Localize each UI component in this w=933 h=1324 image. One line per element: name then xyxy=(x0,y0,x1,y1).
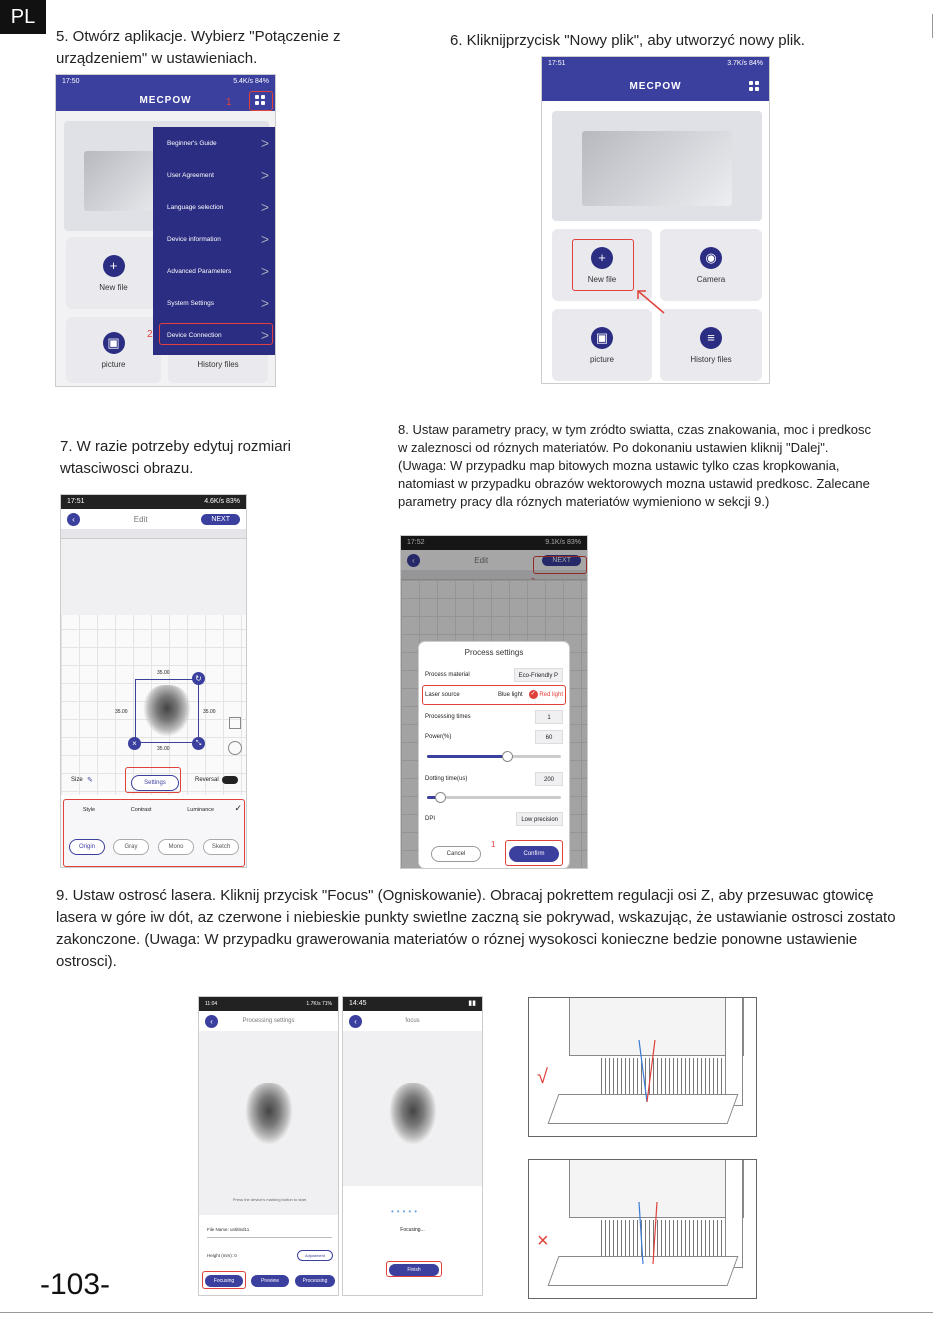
check-icon[interactable]: ✓ xyxy=(234,803,242,813)
blue-light-option[interactable]: Blue light xyxy=(497,692,523,698)
step-8-text: 8. Ustaw parametry pracy, w tym zródto swiatta, czas znakowania, moc i predkosc w zaleznosci od róznych materiatów. Po dokonaniu ustawien kliknij "Dalej". (Uwaga: W przypadku map bitowych mozna ustawic tylko czas kropkowania, natomiast w przypadku obrazów wektorowych mozna ustawid predkosc. Zalecane parametry pracy dla róznych materiatów wymieniono w sekcji 9.) xyxy=(398,422,871,509)
screenshot-home xyxy=(541,56,770,384)
back-icon[interactable]: ‹ xyxy=(67,513,80,526)
settings-button[interactable]: Settings xyxy=(131,775,179,791)
style-sketch[interactable]: Sketch xyxy=(203,839,239,855)
scale-icon[interactable]: ⤡ xyxy=(192,737,205,750)
ruler xyxy=(61,529,246,539)
dpi-select[interactable]: Low precision xyxy=(516,812,563,826)
language-tag: PL xyxy=(0,0,46,34)
back-icon[interactable]: ‹ xyxy=(407,554,420,567)
height-row: Height (mm): 0 xyxy=(207,1253,237,1258)
chevron-right-icon: > xyxy=(260,135,269,151)
menu-item-advanced[interactable]: Advanced Parameters > xyxy=(167,263,269,279)
times-input[interactable]: 1 xyxy=(535,710,563,724)
screenshot-settings-menu xyxy=(55,74,276,387)
tile-new-file[interactable] xyxy=(66,237,161,309)
red-light-option[interactable]: ✓ Red light xyxy=(530,690,563,698)
dotting-input[interactable]: 200 xyxy=(535,772,563,786)
tile-camera[interactable] xyxy=(660,229,762,301)
plus-icon: + xyxy=(591,247,613,269)
tab-luminance[interactable]: Luminance xyxy=(187,807,215,813)
dim-top: 35.00 xyxy=(157,670,170,676)
back-icon[interactable]: ‹ xyxy=(205,1015,218,1028)
reversal-label: Reversal xyxy=(195,777,219,783)
screenshot-processing xyxy=(198,996,339,1296)
step-7-text: 7. W razie potrzeby edytuj rozmiari wtasciwosci obrazu. xyxy=(60,438,291,477)
dotting-slider[interactable] xyxy=(427,796,561,799)
plus-icon: + xyxy=(103,255,125,277)
chevron-right-icon: > xyxy=(260,199,269,215)
tile-label: History files xyxy=(197,360,239,369)
machine-pillar xyxy=(725,997,743,1106)
highlight-device-connection xyxy=(159,323,273,345)
status-bar xyxy=(61,495,246,509)
tile-label: History files xyxy=(690,354,732,364)
highlight-style-panel xyxy=(63,799,245,867)
page-number: -103- xyxy=(40,1268,111,1301)
style-gray[interactable]: Gray xyxy=(113,839,149,855)
illustration-focus-wrong xyxy=(528,1159,757,1299)
power-slider[interactable] xyxy=(427,755,561,758)
tile-picture[interactable] xyxy=(66,317,161,383)
center-icon[interactable] xyxy=(228,741,242,755)
nav-bar xyxy=(61,509,246,529)
laser-beams-misaligned xyxy=(629,1200,669,1270)
status-bar xyxy=(542,57,769,71)
status-time: 17:52 xyxy=(407,539,425,546)
tile-history[interactable] xyxy=(660,309,762,381)
work-canvas[interactable] xyxy=(61,539,247,795)
arrow-pointer-icon xyxy=(632,287,672,317)
row-material xyxy=(425,668,563,682)
status-info: 3.7K/s 84% xyxy=(727,60,763,67)
brand-logo: MECPOW xyxy=(629,80,682,92)
file-name-value[interactable]: untitled11 xyxy=(230,1227,250,1232)
tile-picture[interactable] xyxy=(552,309,652,381)
screenshot-focus xyxy=(342,996,483,1296)
screenshot-process-settings xyxy=(400,535,588,869)
picture-icon: ▣ xyxy=(103,332,125,354)
preview-area xyxy=(343,1031,483,1186)
tile-label: New file xyxy=(587,274,617,284)
style-mono[interactable]: Mono xyxy=(158,839,194,855)
menu-item-user-agreement[interactable]: User Agreement > xyxy=(167,167,269,183)
chevron-right-icon: > xyxy=(260,167,269,183)
footer-rule xyxy=(0,1312,933,1313)
tab-contrast[interactable]: Contrast xyxy=(130,807,152,813)
fit-icon[interactable] xyxy=(229,717,241,729)
next-button[interactable]: NEXT xyxy=(542,555,581,566)
highlight-finish xyxy=(386,1261,442,1277)
step-5-text: 5. Otwórz aplikacje. Wybierz "Potączenie z urządzeniem" w ustawieniach. xyxy=(56,28,341,67)
brand-logo: MECPOW xyxy=(139,94,192,106)
dotting-slider-knob[interactable] xyxy=(435,792,446,803)
times-label: Processing times xyxy=(425,714,471,720)
status-time: 17:51 xyxy=(67,498,85,505)
status-time: 17:50 xyxy=(62,78,80,85)
power-slider-fill xyxy=(427,755,507,758)
screen-title: Edit xyxy=(474,555,489,565)
status-info: 5.4K/s 84% xyxy=(233,78,269,85)
picture-icon: ▣ xyxy=(591,327,613,349)
start-hint: Press the device's marking button to start xyxy=(232,1197,307,1202)
chevron-right-icon: > xyxy=(260,263,269,279)
status-info: 1.7K/s 71% xyxy=(306,1001,332,1007)
status-time: 17:51 xyxy=(548,60,566,67)
step-9-text: 9. Ustaw ostrosć lasera. Kliknij przycisk "Focus" (Ogniskowanie). Obracaj pokrettem regulacji osi Z, aby przesuwac gtowicę lasera w góre iw dót, az czerwone i niebieskie punkty swietlne zaczną sie pokrywad, wskazując, że ustawianie ostrosci zostato zakonczone. (Uwaga: W przypadku grawerowania materiatów o róznej wysokosci konieczne bedzie ponowne ustawienie ostrosci). xyxy=(56,887,896,970)
row-processing-times xyxy=(425,710,563,724)
status-icons: ▮▮ xyxy=(468,1000,476,1007)
loading-dots-icon: ••••• xyxy=(391,1207,421,1216)
reversal-toggle[interactable] xyxy=(222,776,238,784)
row-dotting xyxy=(425,772,563,786)
row-dpi xyxy=(425,812,563,826)
power-slider-knob[interactable] xyxy=(502,751,513,762)
chevron-right-icon: > xyxy=(260,231,269,247)
height-value[interactable]: 0 xyxy=(234,1253,237,1258)
wrong-mark-icon: × xyxy=(537,1230,549,1252)
file-name-row: File Name: untitled11 xyxy=(207,1227,250,1232)
callout-2: 2 xyxy=(147,329,153,340)
next-button[interactable]: NEXT xyxy=(201,514,240,525)
hero-image xyxy=(552,111,762,221)
status-bar xyxy=(56,75,275,89)
processing-button[interactable]: Processing xyxy=(295,1275,335,1287)
highlight-settings xyxy=(125,767,181,793)
menu-item-language[interactable]: Language selection > xyxy=(167,199,269,215)
machine-pillar xyxy=(725,1159,743,1268)
back-icon[interactable]: ‹ xyxy=(349,1015,362,1028)
nav-bar xyxy=(199,1011,338,1031)
adjustment-button[interactable]: Adjustment xyxy=(297,1250,333,1261)
tiger-image xyxy=(143,685,191,737)
camera-icon: ◉ xyxy=(700,247,722,269)
pencil-icon[interactable]: ✎ xyxy=(87,777,93,784)
dotting-label: Dotting time(us) xyxy=(425,776,468,782)
chevron-right-icon: > xyxy=(260,327,269,343)
laser-source-label: Laser source xyxy=(425,692,460,698)
tile-label: picture xyxy=(101,359,126,369)
correct-mark-icon: √ xyxy=(537,1066,548,1088)
delete-icon[interactable]: × xyxy=(128,737,141,750)
highlight-laser-source xyxy=(422,685,566,705)
highlight-focusing xyxy=(202,1271,246,1289)
screenshot-edit xyxy=(60,494,247,868)
divider xyxy=(207,1237,332,1238)
callout-1: 1 xyxy=(491,840,496,849)
tile-label: New file xyxy=(99,282,128,292)
row-power xyxy=(425,730,563,744)
tab-style[interactable]: Style xyxy=(82,807,96,813)
material-label: Process material xyxy=(425,672,470,678)
dialog-title: Process settings xyxy=(464,648,524,657)
chevron-right-icon: > xyxy=(260,295,269,311)
style-origin[interactable]: Origin xyxy=(69,839,105,855)
status-time: 11:04 xyxy=(205,1001,218,1007)
cancel-button[interactable]: Cancel xyxy=(431,846,481,862)
confirm-button[interactable]: Confirm xyxy=(509,846,559,862)
highlight-confirm xyxy=(505,840,563,866)
menu-item-device-info[interactable]: Device information > xyxy=(167,231,269,247)
menu-item-beginners-guide[interactable]: Beginner's Guide > xyxy=(167,135,269,151)
size-label: Size xyxy=(71,777,83,783)
preview-button[interactable]: Preview xyxy=(251,1275,289,1287)
laser-beams-aligned xyxy=(629,1038,669,1108)
settings-dropdown-menu xyxy=(153,127,276,355)
screen-title: Processing settings xyxy=(242,1018,295,1024)
menu-item-system-settings[interactable]: System Settings > xyxy=(167,295,269,311)
highlight-new-file xyxy=(572,239,634,291)
status-time: 14:45 xyxy=(349,1000,367,1007)
status-info: 9.1K/s 83% xyxy=(545,539,581,546)
dpi-label: DPI xyxy=(425,816,436,822)
screen-title: focus xyxy=(405,1018,420,1024)
status-info: 4.6K/s 83% xyxy=(204,498,240,505)
menu-item-device-connection[interactable]: Device Connection > xyxy=(167,327,269,343)
process-settings-dialog xyxy=(419,642,569,868)
canvas-top-area xyxy=(61,539,247,615)
finish-button[interactable]: Finish xyxy=(389,1264,439,1276)
tile-label: Camera xyxy=(696,274,726,284)
power-input[interactable]: 60 xyxy=(535,730,563,744)
status-bar xyxy=(199,997,338,1011)
dim-left: 35.00 xyxy=(115,709,128,715)
nav-bar xyxy=(343,1011,482,1031)
dim-bottom: 35.00 xyxy=(157,746,170,752)
app-bar xyxy=(542,71,769,101)
highlight-menu-button xyxy=(249,91,273,111)
illustration-focus-correct xyxy=(528,997,757,1137)
tile-label: picture xyxy=(589,354,614,364)
checked-icon: ✓ xyxy=(530,690,536,697)
focusing-button[interactable]: Focusing xyxy=(205,1275,243,1287)
app-bar xyxy=(56,89,275,111)
preview-area xyxy=(199,1031,339,1215)
tiger-image xyxy=(389,1083,437,1145)
rotate-icon[interactable]: ↻ xyxy=(192,672,205,685)
screen-title: Edit xyxy=(133,514,148,524)
status-bar xyxy=(343,997,482,1011)
tiger-image xyxy=(245,1083,293,1145)
focusing-text: Focusing... xyxy=(400,1227,425,1233)
dim-right: 35.00 xyxy=(203,709,216,715)
material-select[interactable]: Eco-Friendly P xyxy=(514,668,563,682)
callout-1: 1 xyxy=(226,97,232,108)
grid-menu-icon[interactable] xyxy=(749,81,759,91)
step-6-text: 6. Kliknijprzycisk "Nowy plik", aby utworzyć nowy plik. xyxy=(450,32,805,49)
power-label: Power(%) xyxy=(425,734,452,740)
history-icon: ≡ xyxy=(700,327,722,349)
machine-picture xyxy=(582,131,732,206)
